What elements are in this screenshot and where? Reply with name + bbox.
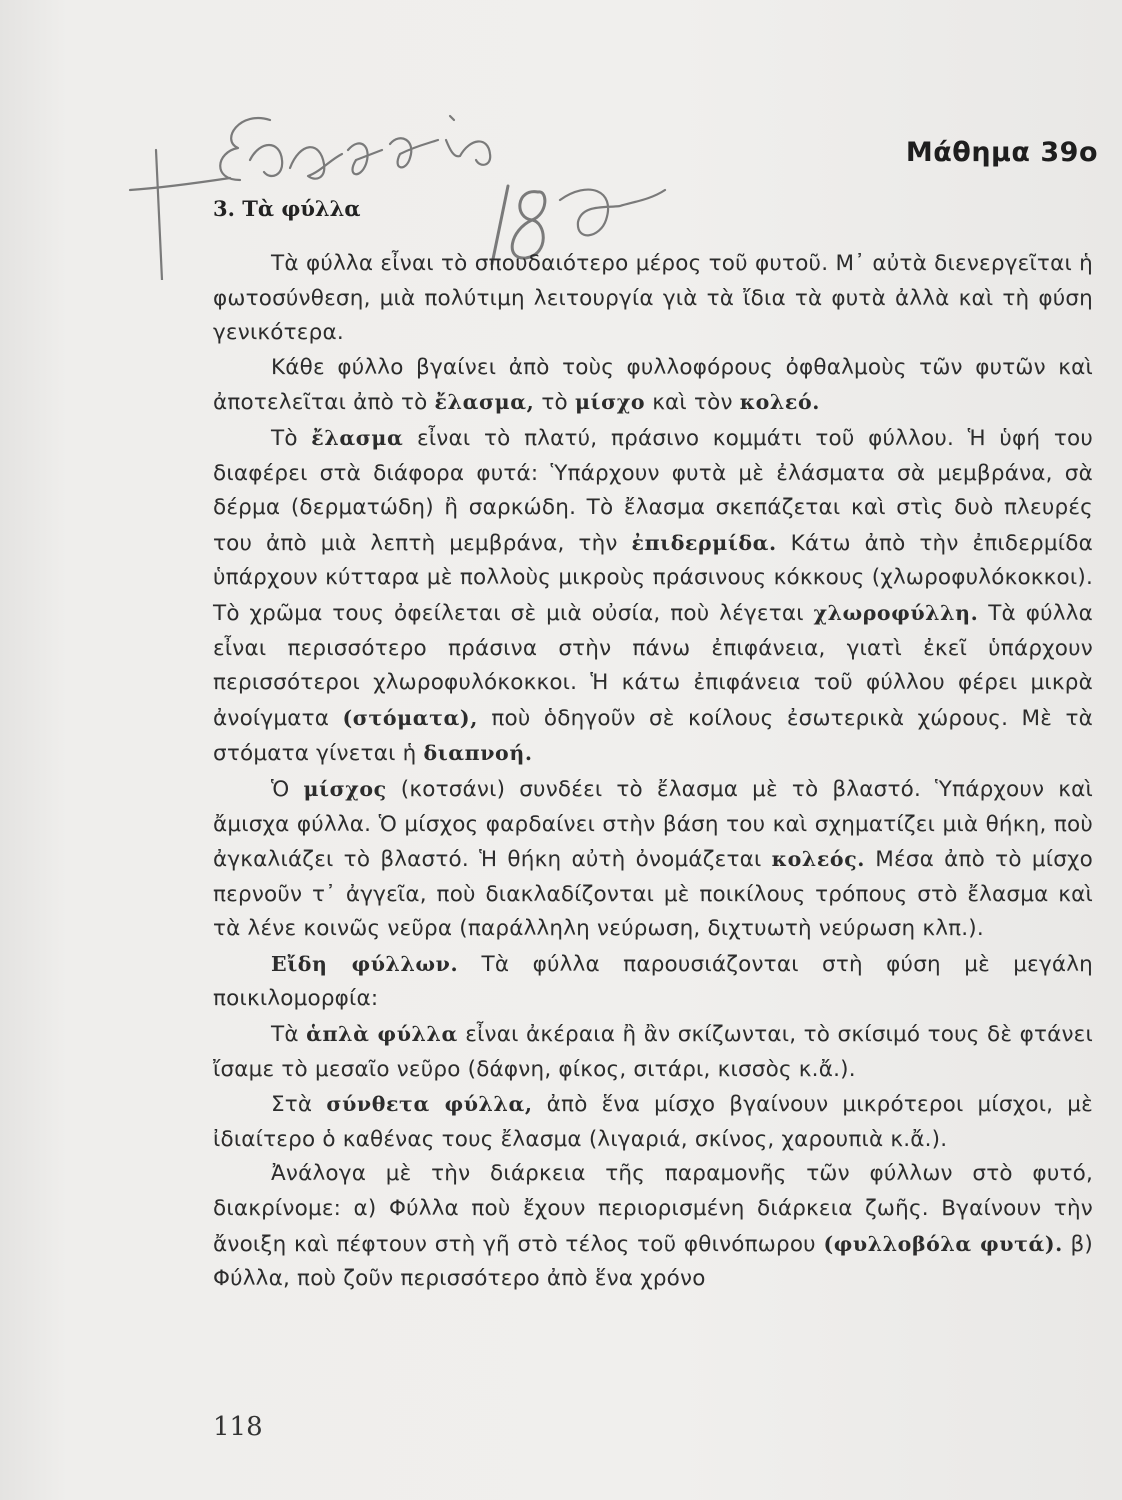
term-epidermida: ἐπιδερμίδα. [631, 530, 777, 555]
term-elasma: ἔλασμα, [434, 390, 535, 415]
term-mischo: μίσχο [574, 390, 646, 415]
paragraph-8: Ἀνάλογα μὲ τὴν διάρκεια τῆς παραμονῆς τῶν φύλλων στὸ φυτό, διακρίνομε: α) Φύλλα ποὺ ἔχουν περιορισμένη διάρκεια ζωῆς. Βγαίνουν τὴν ἄνοιξη καὶ πέφτουν στὴ γῆ στὸ τέλος τοῦ φθινόπωρου (φυλλοβόλα φυτά). β) Φύλλα, ποὺ ζοῦν περισσότερο ἀπὸ ἕνα χρόνο [213, 1161, 1094, 1292]
term-syntheta-fylla: σύνθετα φύλλα, [326, 1092, 533, 1117]
term-koleos: κολεός. [771, 847, 866, 872]
term-diapnoi: διαπνοή. [423, 741, 533, 766]
lesson-title: Μάθημα 39ο [905, 137, 1098, 168]
term-apla-fylla: ἁπλὰ φύλλα [306, 1022, 458, 1047]
term-mischos: μίσχος [303, 776, 387, 801]
term-stomata: (στόματα), [342, 705, 478, 730]
body-text [213, 247, 1093, 1297]
paragraph-7: Στὰ σύνθετα φύλλα, ἀπὸ ἕνα μίσχο βγαίνουν μικρότεροι μίσχοι, μὲ ἰδιαίτερο ὁ καθένας τους ἔλασμα (λιγαριά, σκίνος, χαρουπιὰ κ.ἄ.). [213, 1092, 1093, 1152]
paragraph-1: Τὰ φύλλα εἶναι τὸ σπουδαιότερο μέρος τοῦ φυτοῦ. Μ᾽ αὐτὰ διενεργεῖται ἡ φωτοσύνθεση, μιὰ πολύτιμη λειτουργία γιὰ τὰ ἴδια τὰ φυτὰ ἀλλὰ καὶ τὴ φύση γενικότερα. [213, 251, 1093, 346]
paragraph-4: Ὁ μίσχος (κοτσάνι) συνδέει τὸ ἔλασμα μὲ τὸ βλαστό. Ὑπάρχουν καὶ ἄμισχα φύλλα. Ὁ μίσχος φαρδαίνει στὴν βάση του καὶ σχηματίζει μιὰ θήκη, ποὺ ἀγκαλιάζει τὸ βλαστό. Ἡ θήκη αὐτὴ ὀνομάζεται κολεός. Μέσα ἀπὸ τὸ μίσχο περνοῦν τ᾽ ἀγγεῖα, ποὺ διακλαδίζονται μὲ ποικίλους τρόπους στὸ ἔλασμα καὶ τὰ λένε κοινῶς νεῦρα (παράλληλη νεύρωση, διχτυωτὴ νεύρωση κλπ.). [213, 776, 1093, 942]
term-koleo: κολεό. [739, 390, 820, 415]
paragraph-6: Τὰ ἁπλὰ φύλλα εἶναι ἀκέραια ἢ ἂν σκίζωνται, τὸ σκίσιμό τους δὲ φτάνει ἴσαμε τὸ μεσαῖο νεῦρο (δάφνη, φίκος, σιτάρι, κισσὸς κ.ἄ.). [213, 1022, 1093, 1082]
paragraph-3: Τὸ ἔλασμα εἶναι τὸ πλατύ, πράσινο κομμάτι τοῦ φύλλου. Ἡ ὑφή του διαφέρει στὰ διάφορα φυτά: Ὑπάρχουν φυτὰ μὲ ἐλάσματα σὰ μεμβράνα, σὰ δέρμα (δερματώδη) ἢ σαρκώδη. Τὸ ἔλασμα σκεπάζεται καὶ στὶς δυὸ πλευρές του ἀπὸ μιὰ λεπτὴ μεμβράνα, τὴν ἐπιδερμίδα. Κάτω ἀπὸ τὴν ἐπιδερμίδα ὑπάρχουν κύτταρα μὲ πολλοὺς μικροὺς πράσινους κόκκους (χλωροφυλόκοκκοι). Τὸ χρῶμα τους ὀφείλεται σὲ μιὰ οὐσία, ποὺ λέγεται χλωροφύλλη. Τὰ φύλλα εἶναι περισσότερο πράσινα στὴν πάνω ἐπιφάνεια, γιατὶ ἐκεῖ ὑπάρχουν περισσότεροι χλωροφυλόκοκκοι. Ἡ κάτω ἐπιφάνεια τοῦ φύλλου φέρει μικρὰ ἀνοίγματα (στόματα), ποὺ ὁδηγοῦν σὲ κοίλους ἐσωτερικὰ χώρους. Μὲ τὰ στόματα γίνεται ἡ διαπνοή. [213, 425, 1093, 767]
term-elasma-def: ἔλασμα [311, 425, 404, 450]
paragraph-2: Κάθε φύλλο βγαίνει ἀπὸ τοὺς φυλλοφόρους ὀφθαλμοὺς τῶν φυτῶν καὶ ἀποτελεῖται ἀπὸ τὸ ἔλασμα, τὸ μίσχο καὶ τὸν κολεό. [213, 354, 1093, 416]
term-eidi-fyllon: Εἴδη φύλλων. [271, 951, 459, 976]
page-number: 118 [213, 1412, 263, 1442]
term-fyllovola-fyta: (φυλλοβόλα φυτά). [823, 1231, 1063, 1256]
paragraph-5: Εἴδη φύλλων. Τὰ φύλλα παρουσιάζονται στὴ φύση μὲ μεγάλη ποικιλομορφία: [213, 951, 1093, 1012]
section-title: 3. Τὰ φύλλα [213, 196, 361, 221]
term-chlorofylli: χλωροφύλλη. [813, 600, 979, 625]
